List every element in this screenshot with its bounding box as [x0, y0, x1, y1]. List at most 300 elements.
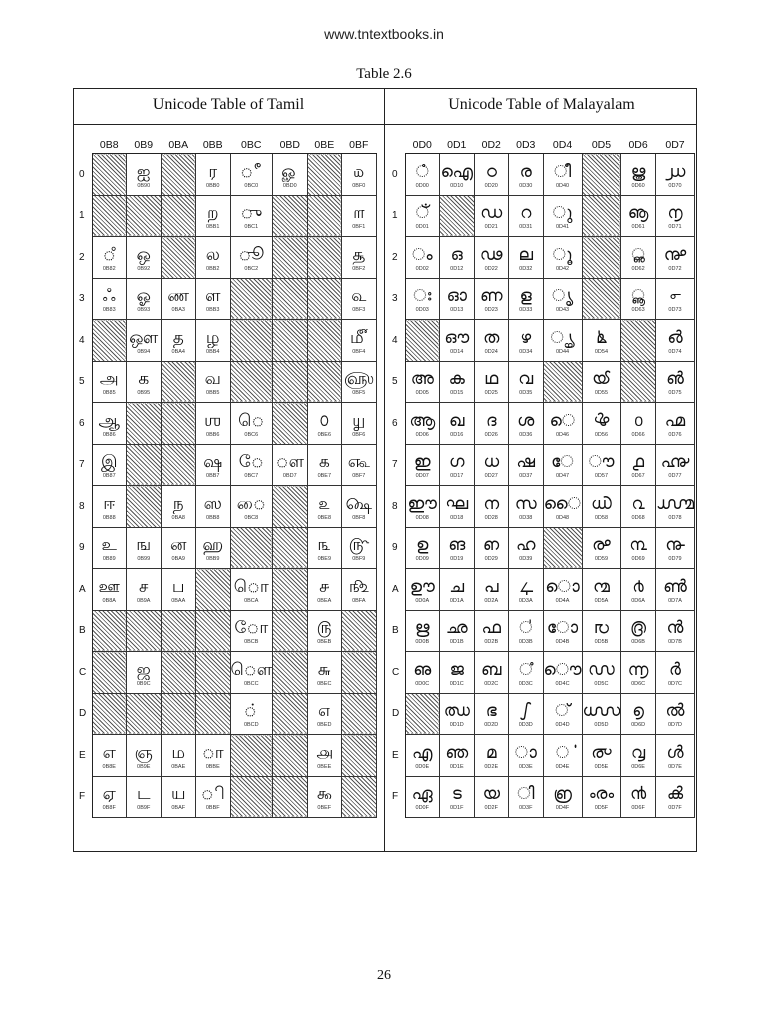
tamil-unassigned-cell	[127, 610, 162, 652]
tamil-glyph: ங	[136, 535, 152, 556]
malayalam-codepoint: 0D23	[484, 307, 498, 314]
malayalam-codepoint: 0D6E	[631, 763, 645, 770]
malayalam-codepoint: 0D7A	[668, 597, 682, 604]
malayalam-codepoint: 0D08	[415, 514, 429, 521]
tamil-glyph: ௬	[317, 659, 332, 680]
tamil-char-cell	[92, 403, 127, 445]
malayalam-char-cell	[509, 278, 544, 320]
tamil-unassigned-cell	[161, 195, 196, 237]
tamil-codepoint: 0BEA	[317, 597, 332, 604]
malayalam-char-cell	[655, 652, 694, 694]
malayalam-row	[388, 154, 695, 196]
malayalam-row-label: C	[388, 652, 405, 694]
tamil-row	[75, 652, 376, 694]
malayalam-char-cell	[655, 569, 694, 611]
tamil-codepoint: 0BB8	[206, 514, 220, 521]
malayalam-char-cell	[405, 278, 440, 320]
tamil-char-cell	[92, 361, 127, 403]
tamil-glyph: க	[138, 369, 150, 390]
malayalam-glyph: ൽ	[665, 701, 685, 722]
malayalam-codepoint: 0D26	[484, 431, 498, 438]
tamil-glyph: ோ	[234, 618, 269, 639]
malayalam-char-cell	[582, 361, 621, 403]
malayalam-codepoint: 0D2B	[484, 639, 499, 646]
malayalam-codepoint: 0D00	[415, 182, 429, 189]
tamil-unassigned-cell	[230, 320, 273, 362]
malayalam-glyph: ൪	[632, 576, 644, 597]
malayalam-row	[388, 776, 695, 818]
malayalam-char-cell	[509, 735, 544, 777]
malayalam-column-header: 0D3	[509, 136, 544, 154]
malayalam-codepoint: 0D6A	[631, 597, 645, 604]
malayalam-glyph: ൜	[588, 659, 615, 680]
tamil-codepoint: 0BAA	[171, 597, 186, 604]
tamil-codepoint: 0BCA	[244, 597, 259, 604]
tamil-row-label: B	[75, 610, 92, 652]
malayalam-unassigned-cell	[621, 320, 656, 362]
tamil-row-label: E	[75, 735, 92, 777]
tamil-codepoint: 0BEC	[317, 680, 332, 687]
tamil-unassigned-cell	[273, 237, 308, 279]
malayalam-glyph: ീ	[553, 161, 572, 182]
tamil-unassigned-cell	[342, 735, 377, 777]
tamil-column-header: 0B9	[127, 136, 162, 154]
tamil-char-cell	[161, 776, 196, 818]
malayalam-row	[388, 735, 695, 777]
malayalam-char-cell	[405, 486, 440, 528]
malayalam-codepoint: 0D35	[519, 390, 533, 397]
tamil-glyph: ்	[243, 701, 259, 722]
malayalam-codepoint: 0D3F	[519, 805, 533, 812]
malayalam-codepoint: 0D31	[519, 224, 533, 231]
malayalam-char-cell	[440, 444, 475, 486]
malayalam-glyph: ഉ	[416, 535, 429, 556]
tamil-codepoint: 0B8E	[102, 763, 116, 770]
malayalam-char-cell	[474, 569, 509, 611]
malayalam-glyph: ണ	[479, 286, 503, 307]
tamil-row-label: 1	[75, 195, 92, 237]
malayalam-char-cell	[655, 610, 694, 652]
tamil-glyph: ஶ	[204, 410, 222, 431]
tamil-glyph: ூ	[238, 244, 265, 265]
malayalam-row-label: E	[388, 735, 405, 777]
malayalam-codepoint: 0D72	[668, 265, 682, 272]
malayalam-glyph: ൸	[655, 493, 695, 514]
malayalam-char-cell	[655, 693, 694, 735]
malayalam-char-cell	[474, 735, 509, 777]
tamil-unassigned-cell	[273, 278, 308, 320]
malayalam-row	[388, 486, 695, 528]
tamil-char-cell	[127, 278, 162, 320]
malayalam-codepoint: 0D2F	[484, 805, 498, 812]
tamil-unassigned-cell	[273, 776, 308, 818]
tamil-codepoint: 0BF2	[352, 265, 366, 272]
tamil-glyph: ௦	[319, 410, 330, 431]
malayalam-char-cell	[440, 154, 475, 196]
tamil-char-cell	[92, 237, 127, 279]
malayalam-unassigned-cell	[582, 237, 621, 279]
malayalam-row-label: F	[388, 776, 405, 818]
tamil-char-cell	[273, 154, 308, 196]
malayalam-codepoint: 0D29	[484, 556, 498, 563]
malayalam-glyph: പ	[483, 576, 499, 597]
tamil-unassigned-cell	[307, 237, 342, 279]
malayalam-glyph: ി	[517, 784, 535, 805]
malayalam-column-header: 0D5	[582, 136, 621, 154]
malayalam-glyph: ൰	[664, 161, 686, 182]
malayalam-char-cell	[474, 776, 509, 818]
malayalam-codepoint: 0D75	[668, 390, 682, 397]
tamil-char-cell	[342, 361, 377, 403]
tamil-row	[75, 195, 376, 237]
tamil-unassigned-cell	[92, 195, 127, 237]
malayalam-codepoint: 0D70	[668, 182, 682, 189]
tamil-char-cell	[92, 527, 127, 569]
tamil-glyph: ந	[172, 493, 184, 514]
malayalam-char-cell	[440, 610, 475, 652]
malayalam-codepoint: 0D2C	[484, 680, 499, 687]
tamil-row	[75, 444, 376, 486]
malayalam-grid	[388, 136, 695, 818]
malayalam-glyph: ൠ	[630, 161, 646, 182]
malayalam-codepoint: 0D5A	[594, 597, 609, 604]
malayalam-codepoint: 0D5B	[594, 639, 609, 646]
malayalam-codepoint: 0D06	[415, 431, 429, 438]
malayalam-char-cell	[543, 776, 582, 818]
malayalam-char-cell	[509, 320, 544, 362]
tamil-unassigned-cell	[273, 610, 308, 652]
malayalam-glyph: ജ	[449, 659, 464, 680]
tamil-glyph: எ	[102, 742, 116, 763]
malayalam-glyph: ഒ	[450, 244, 463, 265]
tamil-glyph: ட	[136, 784, 151, 805]
malayalam-codepoint: 0D7F	[668, 805, 682, 812]
malayalam-codepoint: 0D01	[415, 224, 429, 231]
tamil-unassigned-cell	[230, 278, 273, 320]
malayalam-char-cell	[509, 444, 544, 486]
malayalam-glyph: ൷	[660, 452, 690, 473]
tamil-unassigned-cell	[196, 693, 231, 735]
malayalam-glyph: ൵	[666, 369, 684, 390]
tamil-char-cell	[230, 403, 273, 445]
malayalam-char-cell	[621, 486, 656, 528]
malayalam-char-cell	[582, 610, 621, 652]
malayalam-codepoint: 0D71	[668, 224, 682, 231]
tamil-row-label: C	[75, 652, 92, 694]
tamil-glyph: ௯	[316, 784, 333, 805]
malayalam-glyph: ൴	[667, 327, 683, 348]
malayalam-char-cell	[405, 444, 440, 486]
malayalam-glyph: ൺ	[663, 576, 687, 597]
malayalam-char-cell	[655, 444, 694, 486]
malayalam-codepoint: 0D0A	[415, 597, 430, 604]
malayalam-char-cell	[655, 237, 694, 279]
tamil-unassigned-cell	[196, 610, 231, 652]
malayalam-glyph: ൯	[630, 784, 647, 805]
malayalam-glyph: ഃ	[413, 286, 432, 307]
tamil-codepoint: 0BC1	[244, 224, 259, 231]
tamil-unassigned-cell	[230, 527, 273, 569]
table-caption: Table 2.6	[356, 66, 412, 82]
malayalam-glyph: ൮	[631, 742, 646, 763]
tamil-row-label: F	[75, 776, 92, 818]
tamil-char-cell	[127, 776, 162, 818]
malayalam-glyph: ച	[449, 576, 465, 597]
tamil-row-label: D	[75, 693, 92, 735]
malayalam-codepoint: 0D41	[555, 224, 570, 231]
malayalam-char-cell	[655, 361, 694, 403]
malayalam-codepoint: 0D6B	[631, 639, 645, 646]
malayalam-char-cell	[655, 154, 694, 196]
tamil-row	[75, 320, 376, 362]
malayalam-glyph: ല	[518, 244, 534, 265]
malayalam-row-label: 4	[388, 320, 405, 362]
malayalam-char-cell	[543, 693, 582, 735]
tamil-codepoint: 0BB2	[206, 265, 220, 272]
malayalam-glyph: ബ	[481, 659, 502, 680]
malayalam-codepoint: 0D55	[594, 390, 609, 397]
malayalam-codepoint: 0D66	[631, 431, 645, 438]
tamil-char-cell	[196, 527, 231, 569]
malayalam-char-cell	[543, 237, 582, 279]
malayalam-glyph: ള	[519, 286, 532, 307]
tamil-row-label: A	[75, 569, 92, 611]
malayalam-glyph: വ	[518, 369, 534, 390]
malayalam-unassigned-cell	[440, 195, 475, 237]
malayalam-glyph: ഊ	[409, 576, 435, 597]
tamil-codepoint: 0BB1	[206, 224, 220, 231]
tamil-glyph: ௴	[349, 327, 368, 348]
tamil-char-cell	[230, 444, 273, 486]
malayalam-char-cell	[582, 320, 621, 362]
malayalam-codepoint: 0D46	[555, 431, 570, 438]
tamil-codepoint: 0BD0	[282, 182, 297, 189]
malayalam-glyph: ഘ	[445, 493, 469, 514]
malayalam-codepoint: 0D7D	[667, 722, 683, 729]
malayalam-codepoint: 0D3D	[518, 722, 533, 729]
tamil-unassigned-cell	[342, 610, 377, 652]
malayalam-glyph: ഩ	[483, 535, 500, 556]
tamil-codepoint: 0BA3	[171, 307, 185, 314]
malayalam-glyph: ൂ	[552, 244, 573, 265]
malayalam-char-cell	[582, 693, 621, 735]
malayalam-char-cell	[582, 735, 621, 777]
malayalam-unassigned-cell	[582, 154, 621, 196]
malayalam-glyph: ഫ	[481, 618, 501, 639]
tamil-glyph: வ	[204, 369, 221, 390]
tamil-char-cell	[92, 444, 127, 486]
tamil-row	[75, 486, 376, 528]
malayalam-char-cell	[474, 237, 509, 279]
tamil-glyph: ள	[205, 286, 221, 307]
tamil-unassigned-cell	[161, 610, 196, 652]
malayalam-codepoint: 0D56	[594, 431, 609, 438]
tamil-char-cell	[230, 154, 273, 196]
tamil-glyph: ௱	[353, 203, 365, 224]
malayalam-glyph: ഏ	[411, 784, 433, 805]
malayalam-glyph: ൞	[591, 742, 612, 763]
malayalam-glyph: ൝	[582, 701, 621, 722]
tamil-row-label: 5	[75, 361, 92, 403]
tamil-row	[75, 527, 376, 569]
tamil-char-cell	[273, 444, 308, 486]
tamil-glyph: ௫	[316, 618, 332, 639]
tamil-unassigned-cell	[161, 444, 196, 486]
malayalam-codepoint: 0D59	[594, 556, 609, 563]
tamil-codepoint: 0BE9	[317, 556, 332, 563]
tamil-codepoint: 0BAF	[171, 805, 186, 812]
tamil-row	[75, 693, 376, 735]
tamil-char-cell	[196, 776, 231, 818]
malayalam-codepoint: 0D03	[415, 307, 429, 314]
malayalam-codepoint: 0D25	[484, 390, 498, 397]
malayalam-codepoint: 0D69	[631, 556, 645, 563]
tamil-codepoint: 0BF8	[352, 514, 366, 521]
malayalam-char-cell	[440, 486, 475, 528]
malayalam-codepoint: 0D63	[631, 307, 645, 314]
tamil-unassigned-cell	[273, 195, 308, 237]
malayalam-unassigned-cell	[582, 195, 621, 237]
tamil-char-cell	[196, 735, 231, 777]
tamil-codepoint: 0B90	[137, 182, 151, 189]
malayalam-char-cell	[474, 361, 509, 403]
malayalam-glyph: അ	[410, 369, 434, 390]
malayalam-codepoint: 0D24	[484, 348, 498, 355]
tamil-char-cell	[230, 195, 273, 237]
malayalam-char-cell	[405, 361, 440, 403]
tamil-glyph: ௐ	[281, 161, 299, 182]
malayalam-glyph: ാ	[514, 742, 537, 763]
malayalam-codepoint: 0D30	[519, 182, 533, 189]
malayalam-glyph: ൬	[627, 659, 649, 680]
tamil-char-cell	[92, 569, 127, 611]
tamil-codepoint: 0BF0	[352, 182, 366, 189]
malayalam-codepoint: 0D16	[450, 431, 464, 438]
malayalam-char-cell	[621, 610, 656, 652]
tamil-glyph: த	[172, 327, 184, 348]
tamil-glyph: ஸ	[203, 493, 222, 514]
malayalam-glyph: ന	[483, 493, 500, 514]
malayalam-unassigned-cell	[405, 693, 440, 735]
tamil-char-cell	[127, 735, 162, 777]
malayalam-char-cell	[474, 278, 509, 320]
malayalam-char-cell	[543, 652, 582, 694]
malayalam-codepoint: 0D17	[450, 473, 464, 480]
malayalam-char-cell	[509, 527, 544, 569]
tamil-char-cell	[342, 154, 377, 196]
malayalam-glyph: ത	[483, 327, 500, 348]
tamil-codepoint: 0B85	[102, 390, 116, 397]
malayalam-codepoint: 0D42	[555, 265, 570, 272]
malayalam-column-header: 0D4	[543, 136, 582, 154]
tamil-char-cell	[307, 693, 342, 735]
tamil-glyph: ம	[171, 742, 186, 763]
malayalam-char-cell	[474, 403, 509, 445]
tamil-char-cell	[307, 403, 342, 445]
tamil-unassigned-cell	[273, 527, 308, 569]
malayalam-glyph: ര	[519, 161, 532, 182]
tamil-glyph: ச	[139, 576, 149, 597]
malayalam-char-cell	[474, 486, 509, 528]
tamil-char-cell	[127, 652, 162, 694]
malayalam-glyph: ഭ	[485, 701, 497, 722]
title-separator	[73, 124, 697, 125]
malayalam-glyph: റ	[520, 203, 532, 224]
malayalam-codepoint: 0D47	[555, 473, 570, 480]
tamil-codepoint: 0BED	[317, 722, 332, 729]
malayalam-char-cell	[509, 154, 544, 196]
tamil-codepoint: 0BF4	[352, 348, 366, 355]
tamil-char-cell	[342, 486, 377, 528]
tamil-codepoint: 0BA4	[171, 348, 185, 355]
malayalam-char-cell	[509, 237, 544, 279]
tamil-glyph: ஂ	[102, 244, 116, 265]
malayalam-glyph: ു	[552, 203, 573, 224]
malayalam-glyph: ൡ	[627, 203, 649, 224]
malayalam-row-label: 1	[388, 195, 405, 237]
tamil-codepoint: 0B88	[102, 514, 116, 521]
tamil-codepoint: 0BB0	[206, 182, 220, 189]
malayalam-codepoint: 0D6D	[631, 722, 646, 729]
tamil-unassigned-cell	[342, 776, 377, 818]
malayalam-glyph: ഝ	[443, 701, 470, 722]
malayalam-row-label: B	[388, 610, 405, 652]
tamil-glyph: ய	[170, 784, 186, 805]
malayalam-char-cell	[474, 195, 509, 237]
tamil-glyph: ஈ	[103, 493, 116, 514]
tamil-row	[75, 361, 376, 403]
tamil-codepoint: 0B82	[102, 265, 116, 272]
malayalam-glyph: ശ	[517, 410, 535, 431]
tamil-codepoint: 0BA8	[171, 514, 185, 521]
malayalam-char-cell	[621, 444, 656, 486]
malayalam-glyph: ൣ	[631, 286, 645, 307]
tamil-glyph: ி	[200, 784, 225, 805]
tamil-codepoint: 0B8A	[102, 597, 116, 604]
tamil-codepoint: 0BCC	[243, 680, 259, 687]
tamil-glyph: ௨	[318, 493, 331, 514]
tamil-glyph: ஔ	[129, 327, 159, 348]
tamil-glyph: ு	[240, 203, 263, 224]
malayalam-glyph: ൎ	[555, 742, 570, 763]
malayalam-codepoint: 0D33	[519, 307, 533, 314]
malayalam-char-cell	[474, 527, 509, 569]
tamil-unassigned-cell	[273, 735, 308, 777]
tamil-glyph: ஷ	[203, 452, 223, 473]
malayalam-char-cell	[543, 735, 582, 777]
malayalam-glyph: ഋ	[414, 618, 430, 639]
tamil-codepoint: 0BD7	[282, 473, 297, 480]
malayalam-unassigned-cell	[582, 278, 621, 320]
malayalam-glyph: ൲	[663, 244, 687, 265]
malayalam-glyph: ൶	[664, 410, 686, 431]
malayalam-glyph: ൨	[631, 493, 645, 514]
tamil-glyph: ொ	[233, 576, 269, 597]
malayalam-glyph: ർ	[669, 659, 681, 680]
malayalam-char-cell	[543, 444, 582, 486]
malayalam-char-cell	[405, 652, 440, 694]
malayalam-codepoint: 0D4C	[555, 680, 570, 687]
tamil-char-cell	[92, 278, 127, 320]
tamil-codepoint: 0BC8	[244, 514, 259, 521]
tamil-glyph: ஹ	[202, 535, 224, 556]
malayalam-row-label: 2	[388, 237, 405, 279]
tamil-char-cell	[161, 735, 196, 777]
tamil-column-header: 0BE	[307, 136, 342, 154]
tamil-unassigned-cell	[161, 652, 196, 694]
malayalam-unicode-table	[388, 136, 695, 818]
malayalam-codepoint: 0D39	[519, 556, 533, 563]
